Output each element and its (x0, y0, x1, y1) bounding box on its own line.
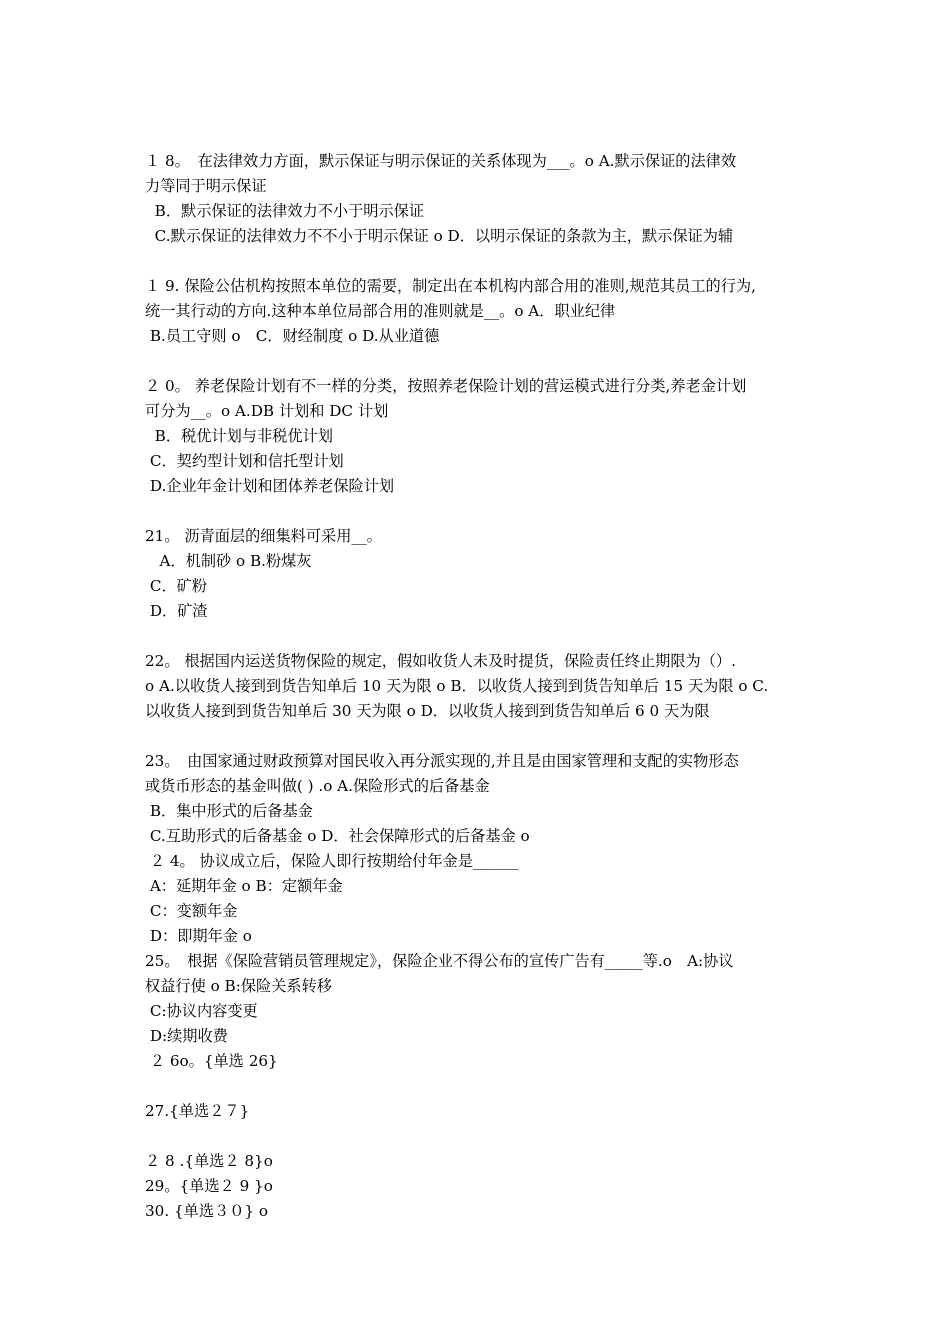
text-line: C：变额年金 (145, 902, 238, 920)
text-line: 或货币形态的基金叫做( ) .o A.保险形式的后备基金 (145, 777, 490, 795)
text-line: 21。 沥青面层的细集料可采用__。 (145, 527, 382, 545)
text-line: 27.{单选２７} (145, 1102, 250, 1120)
text-line: 权益行使 o B:保险关系转移 (145, 977, 332, 995)
text-line: 30. {单选３０} o (145, 1202, 269, 1220)
text-line: ２ 6o。{单选 26} (145, 1052, 278, 1070)
text-line: 以收货人接到到货告知单后 30 天为限 o D．以收货人接到到货告知单后 6 0 天为限 (145, 702, 710, 720)
text-line: D：即期年金 o (145, 927, 252, 945)
text-line: C:协议内容变更 (145, 1002, 258, 1020)
text-line: A．机制砂 o B.粉煤灰 (145, 552, 312, 570)
text-line: 25。 根据《保险营销员管理规定》，保险企业不得公布的宣传广告有_____等.o A:协议 (145, 952, 734, 970)
text-line: B．默示保证的法律效力不小于明示保证 (145, 202, 425, 220)
text-line: 22。 根据国内运送货物保险的规定，假如收货人未及时提货，保险责任终止期限为（）. (145, 652, 736, 670)
text-line: C．矿粉 (145, 577, 208, 595)
text-line: 统一其行动的方向.这种本单位局部合用的准则就是__。o A．职业纪律 (145, 302, 616, 320)
text-line: １ 8。 在法律效力方面，默示保证与明示保证的关系体现为___。o A.默示保证的法律效 (145, 152, 737, 170)
text-line: C．契约型计划和信托型计划 (145, 452, 344, 470)
text-line: C.互助形式的后备基金 o D．社会保障形式的后备基金 o (145, 827, 530, 845)
text-line: 力等同于明示保证 (145, 177, 267, 195)
text-line: 29。{单选２ 9 }o (145, 1177, 273, 1195)
text-line: ２ 8 .{单选２ 8}o (145, 1152, 273, 1170)
text-line: 23。 由国家通过财政预算对国民收入再分派实现的,并且是由国家管理和支配的实物形态 (145, 752, 739, 770)
text-line: D:续期收费 (145, 1027, 228, 1045)
text-line: A：延期年金 o B：定额年金 (145, 877, 343, 895)
text-line: ２ 0。 养老保险计划有不一样的分类，按照养老保险计划的营运模式进行分类,养老金计划 (145, 377, 747, 395)
text-line: C.默示保证的法律效力不不小于明示保证 o D．以明示保证的条款为主，默示保证为辅 (145, 227, 734, 245)
text-line: D．矿渣 (145, 602, 208, 620)
text-line: o A.以收货人接到到货告知单后 10 天为限 o B．以收货人接到到货告知单后 15 天为限 o C. (145, 677, 769, 695)
text-line: B．税优计划与非税优计划 (145, 427, 333, 445)
text-line: １ 9. 保险公估机构按照本单位的需要，制定出在本机构内部合用的准则,规范其员工的行为, (145, 277, 756, 295)
text-line: B.员工守则 o C．财经制度 o D.从业道德 (145, 327, 440, 345)
text-line: 可分为__。o A.DB 计划和 DC 计划 (145, 402, 389, 420)
text-line: B．集中形式的后备基金 (145, 802, 313, 820)
text-line: ２ 4。 协议成立后，保险人即行按期给付年金是______ (145, 852, 519, 870)
text-line: D.企业年金计划和团体养老保险计划 (145, 477, 395, 495)
